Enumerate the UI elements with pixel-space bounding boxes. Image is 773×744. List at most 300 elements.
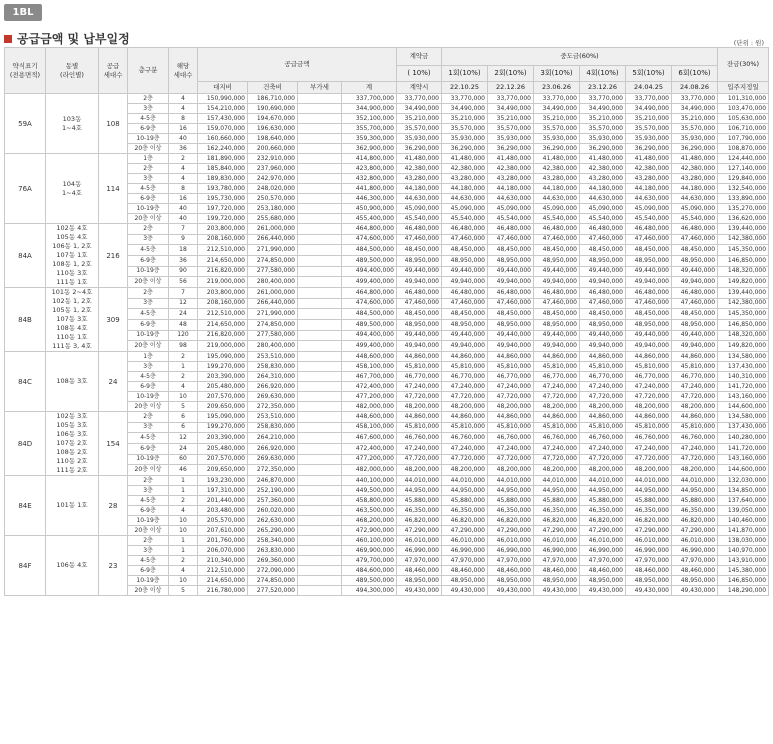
units-cell: 36 — [169, 144, 198, 154]
installment-cell: 45,810,000 — [672, 422, 718, 433]
header-supply-amount: 공급금액 — [198, 48, 397, 82]
installment-cell: 48,460,000 — [580, 566, 626, 576]
vat-cell — [298, 382, 342, 392]
land-cost-cell: 209,650,000 — [198, 402, 248, 412]
installment-cell: 35,210,000 — [534, 114, 580, 124]
installment-cell: 44,010,000 — [488, 476, 534, 486]
installment-cell: 44,010,000 — [672, 476, 718, 486]
vat-cell — [298, 330, 342, 341]
installment-cell: 49,440,000 — [442, 266, 488, 277]
installment-cell: 46,990,000 — [626, 546, 672, 556]
units-cell: 5 — [169, 586, 198, 596]
units-cell: 1 — [169, 536, 198, 546]
installment-cell: 45,090,000 — [672, 204, 718, 214]
installment-cell: 46,760,000 — [626, 433, 672, 444]
vat-cell — [298, 496, 342, 506]
units-cell: 2 — [169, 372, 198, 382]
installment-cell: 45,810,000 — [442, 362, 488, 372]
building-cost-cell: 253,510,000 — [248, 352, 298, 362]
installment-cell: 46,010,000 — [672, 536, 718, 546]
building-cell: 102동 3호 105동 3호 106동 3호 107동 2호 108동 2호 110동 2호 111동 2호 — [46, 412, 99, 476]
installment-cell: 46,760,000 — [534, 433, 580, 444]
header-installment-date: 23.12.26 — [580, 82, 626, 94]
units-cell: 4 — [169, 104, 198, 114]
installment-cell: 49,440,000 — [672, 266, 718, 277]
balance-cell: 148,320,000 — [718, 330, 769, 341]
installment-cell: 36,290,000 — [626, 144, 672, 154]
floor-cell: 4-5층 — [128, 433, 169, 444]
installment-cell: 45,540,000 — [580, 214, 626, 224]
total-cell: 448,600,000 — [342, 412, 397, 423]
balance-cell: 146,850,000 — [718, 576, 769, 586]
installment-cell: 49,430,000 — [534, 586, 580, 596]
installment-cell: 42,380,000 — [442, 164, 488, 174]
units-cell: 18 — [169, 245, 198, 256]
installment-cell: 46,350,000 — [580, 506, 626, 516]
vat-cell — [298, 586, 342, 596]
installment-cell: 35,210,000 — [580, 114, 626, 124]
installment-cell: 35,930,000 — [534, 134, 580, 144]
units-cell: 40 — [169, 204, 198, 214]
total-cell: 469,900,000 — [342, 546, 397, 556]
installment-cell: 48,450,000 — [534, 245, 580, 256]
land-cost-cell: 154,210,000 — [198, 104, 248, 114]
units-cell: 7 — [169, 224, 198, 235]
installment-cell: 49,440,000 — [488, 266, 534, 277]
total-cell: 474,600,000 — [342, 234, 397, 245]
installment-cell: 46,480,000 — [488, 288, 534, 299]
header-deposit-pct: ( 10%) — [397, 66, 442, 82]
installment-cell: 48,200,000 — [626, 402, 672, 412]
total-cell: 450,900,000 — [342, 204, 397, 214]
installment-cell: 47,720,000 — [488, 392, 534, 402]
land-cost-cell: 212,510,000 — [198, 566, 248, 576]
balance-cell: 139,050,000 — [718, 506, 769, 516]
installment-cell: 49,430,000 — [488, 586, 534, 596]
installment-cell: 49,940,000 — [580, 277, 626, 288]
header-type: 약식표기 (전용면적) — [5, 48, 46, 94]
table-body — [5, 94, 769, 596]
total-cell: 472,900,000 — [342, 526, 397, 536]
vat-cell — [298, 486, 342, 496]
total-cell: 489,500,000 — [342, 319, 397, 330]
installment-cell: 49,430,000 — [672, 586, 718, 596]
balance-cell: 139,440,000 — [718, 224, 769, 235]
installment-cell: 48,450,000 — [672, 309, 718, 320]
installment-cell: 44,180,000 — [442, 184, 488, 194]
installment-cell: 49,440,000 — [488, 330, 534, 341]
installment-cell: 49,940,000 — [534, 341, 580, 352]
installment-cell: 47,720,000 — [534, 454, 580, 465]
installment-cell: 48,450,000 — [534, 309, 580, 320]
installment-cell: 46,010,000 — [442, 536, 488, 546]
installment-cell: 49,940,000 — [488, 341, 534, 352]
total-cell: 464,800,000 — [342, 288, 397, 299]
installment-cell: 45,810,000 — [580, 362, 626, 372]
header-total: 계 — [342, 82, 397, 94]
total-cell: 458,100,000 — [342, 422, 397, 433]
total-cell: 355,700,000 — [342, 124, 397, 134]
installment-cell: 48,200,000 — [672, 465, 718, 476]
header-installment-date: 22.12.26 — [488, 82, 534, 94]
building-cost-cell: 277,580,000 — [248, 266, 298, 277]
installment-cell: 46,480,000 — [626, 288, 672, 299]
deposit-cell: 44,630,000 — [397, 194, 442, 204]
installment-cell: 47,720,000 — [442, 454, 488, 465]
installment-cell: 35,930,000 — [672, 134, 718, 144]
installment-cell: 45,090,000 — [534, 204, 580, 214]
land-cost-cell: 189,830,000 — [198, 174, 248, 184]
installment-cell: 34,490,000 — [534, 104, 580, 114]
land-cost-cell: 199,720,000 — [198, 214, 248, 224]
installment-cell: 46,350,000 — [672, 506, 718, 516]
vat-cell — [298, 298, 342, 309]
total-cell: 455,400,000 — [342, 214, 397, 224]
floor-cell: 20층 이상 — [128, 341, 169, 352]
units-cell: 36 — [169, 255, 198, 266]
installment-cell: 48,200,000 — [534, 402, 580, 412]
installment-cell: 46,480,000 — [672, 224, 718, 235]
installment-cell: 47,720,000 — [580, 392, 626, 402]
building-cost-cell: 253,180,000 — [248, 204, 298, 214]
installment-cell: 45,090,000 — [488, 204, 534, 214]
installment-cell: 46,010,000 — [488, 536, 534, 546]
total-cell: 359,300,000 — [342, 134, 397, 144]
header-installment-date: 24.08.26 — [672, 82, 718, 94]
header-supply-units: 공급 세대수 — [99, 48, 128, 94]
deposit-cell: 46,480,000 — [397, 288, 442, 299]
land-cost-cell: 195,090,000 — [198, 352, 248, 362]
installment-cell: 48,200,000 — [488, 465, 534, 476]
vat-cell — [298, 362, 342, 372]
header-floor-group: 층구분 — [128, 48, 169, 94]
installment-cell: 35,210,000 — [626, 114, 672, 124]
total-cell: 499,400,000 — [342, 277, 397, 288]
installment-cell: 46,760,000 — [488, 433, 534, 444]
installment-cell: 47,240,000 — [488, 382, 534, 392]
unit-type-cell: 84C — [5, 352, 46, 412]
installment-cell: 42,380,000 — [626, 164, 672, 174]
deposit-cell: 46,350,000 — [397, 506, 442, 516]
installment-cell: 47,720,000 — [534, 392, 580, 402]
installment-cell: 45,540,000 — [626, 214, 672, 224]
installment-cell: 46,770,000 — [488, 372, 534, 382]
floor-cell: 10-19층 — [128, 454, 169, 465]
installment-cell: 45,810,000 — [534, 362, 580, 372]
installment-cell: 47,240,000 — [442, 382, 488, 392]
land-cost-cell: 199,270,000 — [198, 362, 248, 372]
installment-cell: 48,950,000 — [580, 576, 626, 586]
supply-units-cell: 28 — [99, 476, 128, 536]
deposit-cell: 45,880,000 — [397, 496, 442, 506]
balance-cell: 103,470,000 — [718, 104, 769, 114]
balance-cell: 148,290,000 — [718, 586, 769, 596]
building-cost-cell: 272,350,000 — [248, 402, 298, 412]
building-cost-cell: 194,670,000 — [248, 114, 298, 124]
deposit-cell: 47,290,000 — [397, 526, 442, 536]
installment-cell: 41,480,000 — [442, 154, 488, 164]
land-cost-cell: 207,610,000 — [198, 526, 248, 536]
units-cell: 2 — [169, 154, 198, 164]
floor-cell: 3층 — [128, 174, 169, 184]
total-cell: 484,500,000 — [342, 245, 397, 256]
installment-cell: 45,540,000 — [488, 214, 534, 224]
floor-cell: 6-9층 — [128, 319, 169, 330]
building-cost-cell: 269,630,000 — [248, 392, 298, 402]
installment-cell: 34,490,000 — [442, 104, 488, 114]
units-cell: 1 — [169, 362, 198, 372]
vat-cell — [298, 476, 342, 486]
building-cost-cell: 253,510,000 — [248, 412, 298, 423]
balance-cell: 143,160,000 — [718, 454, 769, 465]
installment-cell: 44,010,000 — [580, 476, 626, 486]
floor-cell: 6-9층 — [128, 194, 169, 204]
installment-cell: 46,480,000 — [442, 224, 488, 235]
floor-cell: 4-5층 — [128, 114, 169, 124]
installment-cell: 44,860,000 — [534, 352, 580, 362]
floor-cell: 4-5층 — [128, 372, 169, 382]
installment-cell: 47,970,000 — [488, 556, 534, 566]
vat-cell — [298, 204, 342, 214]
installment-cell: 47,970,000 — [672, 556, 718, 566]
deposit-cell: 41,480,000 — [397, 154, 442, 164]
vat-cell — [298, 454, 342, 465]
installment-cell: 44,860,000 — [488, 412, 534, 423]
installment-cell: 35,570,000 — [488, 124, 534, 134]
floor-cell: 6-9층 — [128, 566, 169, 576]
installment-cell: 49,440,000 — [442, 330, 488, 341]
deposit-cell: 47,240,000 — [397, 443, 442, 454]
total-cell: 467,700,000 — [342, 372, 397, 382]
floor-cell: 4-5층 — [128, 496, 169, 506]
units-cell: 9 — [169, 234, 198, 245]
units-cell: 12 — [169, 298, 198, 309]
installment-cell: 48,200,000 — [488, 402, 534, 412]
vat-cell — [298, 576, 342, 586]
installment-cell: 48,950,000 — [626, 576, 672, 586]
land-cost-cell: 159,070,000 — [198, 124, 248, 134]
installment-cell: 44,860,000 — [488, 352, 534, 362]
installment-cell: 48,450,000 — [488, 245, 534, 256]
total-cell: 446,300,000 — [342, 194, 397, 204]
balance-cell: 133,890,000 — [718, 194, 769, 204]
installment-cell: 44,180,000 — [580, 184, 626, 194]
deposit-cell: 48,950,000 — [397, 255, 442, 266]
vat-cell — [298, 422, 342, 433]
balance-cell: 149,820,000 — [718, 277, 769, 288]
installment-cell: 47,240,000 — [626, 443, 672, 454]
installment-cell: 49,440,000 — [580, 330, 626, 341]
installment-cell: 46,760,000 — [672, 433, 718, 444]
total-cell: 414,800,000 — [342, 154, 397, 164]
floor-cell: 20층 이상 — [128, 144, 169, 154]
building-cost-cell: 258,830,000 — [248, 362, 298, 372]
balance-cell: 144,600,000 — [718, 402, 769, 412]
balance-cell: 140,970,000 — [718, 546, 769, 556]
balance-cell: 145,350,000 — [718, 245, 769, 256]
floor-cell: 2층 — [128, 288, 169, 299]
vat-cell — [298, 224, 342, 235]
table-row — [5, 352, 769, 362]
land-cost-cell: 203,390,000 — [198, 372, 248, 382]
vat-cell — [298, 277, 342, 288]
floor-cell: 4-5층 — [128, 556, 169, 566]
balance-cell: 149,820,000 — [718, 341, 769, 352]
units-cell: 4 — [169, 382, 198, 392]
installment-cell: 46,990,000 — [672, 546, 718, 556]
floor-cell: 6-9층 — [128, 506, 169, 516]
installment-cell: 48,450,000 — [488, 309, 534, 320]
building-cost-cell: 200,660,000 — [248, 144, 298, 154]
deposit-cell: 48,450,000 — [397, 245, 442, 256]
total-cell: 494,400,000 — [342, 266, 397, 277]
floor-cell: 1층 — [128, 352, 169, 362]
installment-cell: 47,970,000 — [580, 556, 626, 566]
header-units: 해당 세대수 — [169, 48, 198, 94]
installment-cell: 49,940,000 — [580, 341, 626, 352]
installment-cell: 41,480,000 — [672, 154, 718, 164]
installment-cell: 46,820,000 — [488, 516, 534, 526]
building-cost-cell: 232,910,000 — [248, 154, 298, 164]
balance-cell: 143,910,000 — [718, 556, 769, 566]
units-cell: 16 — [169, 124, 198, 134]
installment-cell: 47,290,000 — [626, 526, 672, 536]
building-cost-cell: 260,020,000 — [248, 506, 298, 516]
deposit-cell: 47,240,000 — [397, 382, 442, 392]
building-cost-cell: 271,990,000 — [248, 309, 298, 320]
balance-cell: 137,430,000 — [718, 422, 769, 433]
installment-cell: 34,490,000 — [580, 104, 626, 114]
total-cell: 463,500,000 — [342, 506, 397, 516]
deposit-cell: 48,200,000 — [397, 402, 442, 412]
balance-cell: 144,600,000 — [718, 465, 769, 476]
installment-cell: 46,990,000 — [534, 546, 580, 556]
deposit-cell: 45,540,000 — [397, 214, 442, 224]
installment-cell: 45,540,000 — [534, 214, 580, 224]
floor-cell: 10-19층 — [128, 204, 169, 214]
units-cell: 4 — [169, 506, 198, 516]
building-cost-cell: 265,290,000 — [248, 526, 298, 536]
installment-cell: 46,480,000 — [442, 288, 488, 299]
installment-cell: 33,770,000 — [442, 94, 488, 104]
building-cost-cell: 274,850,000 — [248, 319, 298, 330]
installment-cell: 35,930,000 — [488, 134, 534, 144]
installment-cell: 35,570,000 — [534, 124, 580, 134]
vat-cell — [298, 94, 342, 104]
total-cell: 352,100,000 — [342, 114, 397, 124]
installment-cell: 46,820,000 — [626, 516, 672, 526]
installment-cell: 46,770,000 — [626, 372, 672, 382]
installment-cell: 47,240,000 — [672, 382, 718, 392]
units-cell: 90 — [169, 266, 198, 277]
balance-cell: 132,030,000 — [718, 476, 769, 486]
land-cost-cell: 203,800,000 — [198, 224, 248, 235]
installment-cell: 45,810,000 — [672, 362, 718, 372]
building-cost-cell: 266,440,000 — [248, 234, 298, 245]
deposit-cell: 34,490,000 — [397, 104, 442, 114]
building-cost-cell: 262,630,000 — [248, 516, 298, 526]
installment-cell: 45,880,000 — [534, 496, 580, 506]
installment-cell: 35,930,000 — [442, 134, 488, 144]
total-cell: 460,100,000 — [342, 536, 397, 546]
deposit-cell: 44,180,000 — [397, 184, 442, 194]
installment-cell: 36,290,000 — [672, 144, 718, 154]
land-cost-cell: 207,570,000 — [198, 454, 248, 465]
installment-cell: 48,200,000 — [626, 465, 672, 476]
installment-cell: 48,460,000 — [626, 566, 672, 576]
land-cost-cell: 160,660,000 — [198, 134, 248, 144]
installment-cell: 43,280,000 — [534, 174, 580, 184]
balance-cell: 146,850,000 — [718, 255, 769, 266]
deposit-cell: 48,950,000 — [397, 319, 442, 330]
land-cost-cell: 219,000,000 — [198, 277, 248, 288]
deposit-cell: 47,460,000 — [397, 234, 442, 245]
vat-cell — [298, 341, 342, 352]
installment-cell: 47,720,000 — [672, 392, 718, 402]
installment-cell: 42,380,000 — [488, 164, 534, 174]
building-cost-cell: 274,850,000 — [248, 576, 298, 586]
building-cost-cell: 198,640,000 — [248, 134, 298, 144]
units-cell: 1 — [169, 476, 198, 486]
installment-cell: 48,450,000 — [580, 309, 626, 320]
installment-cell: 45,090,000 — [580, 204, 626, 214]
installment-cell: 47,970,000 — [626, 556, 672, 566]
floor-cell: 3층 — [128, 104, 169, 114]
total-cell: 474,600,000 — [342, 298, 397, 309]
installment-cell: 45,810,000 — [626, 422, 672, 433]
installment-cell: 44,630,000 — [488, 194, 534, 204]
installment-cell: 46,010,000 — [626, 536, 672, 546]
installment-cell: 45,880,000 — [580, 496, 626, 506]
balance-cell: 105,630,000 — [718, 114, 769, 124]
balance-cell: 140,280,000 — [718, 433, 769, 444]
installment-cell: 47,240,000 — [580, 382, 626, 392]
installment-cell: 33,770,000 — [672, 94, 718, 104]
installment-cell: 46,990,000 — [442, 546, 488, 556]
installment-cell: 46,010,000 — [580, 536, 626, 546]
installment-cell: 47,720,000 — [442, 392, 488, 402]
floor-cell: 10-19층 — [128, 516, 169, 526]
deposit-cell: 35,930,000 — [397, 134, 442, 144]
land-cost-cell: 195,730,000 — [198, 194, 248, 204]
installment-cell: 47,240,000 — [580, 443, 626, 454]
header-installment-label: 6회(10%) — [672, 66, 718, 82]
installment-cell: 49,430,000 — [442, 586, 488, 596]
units-cell: 10 — [169, 576, 198, 586]
table-row — [5, 288, 769, 299]
balance-cell: 134,580,000 — [718, 412, 769, 423]
total-cell: 489,500,000 — [342, 576, 397, 586]
unit-type-cell: 76A — [5, 154, 46, 224]
vat-cell — [298, 433, 342, 444]
balance-cell: 140,310,000 — [718, 372, 769, 382]
vat-cell — [298, 104, 342, 114]
land-cost-cell: 212,510,000 — [198, 245, 248, 256]
balance-cell: 141,870,000 — [718, 526, 769, 536]
building-cost-cell: 277,580,000 — [248, 330, 298, 341]
units-cell: 4 — [169, 566, 198, 576]
building-cost-cell: 266,440,000 — [248, 298, 298, 309]
block-badge: 1BL — [4, 4, 42, 21]
balance-cell: 141,720,000 — [718, 382, 769, 392]
floor-cell: 3층 — [128, 486, 169, 496]
vat-cell — [298, 443, 342, 454]
vat-cell — [298, 556, 342, 566]
installment-cell: 46,480,000 — [488, 224, 534, 235]
building-cost-cell: 258,830,000 — [248, 422, 298, 433]
installment-cell: 45,810,000 — [580, 422, 626, 433]
unit-type-cell: 59A — [5, 94, 46, 154]
